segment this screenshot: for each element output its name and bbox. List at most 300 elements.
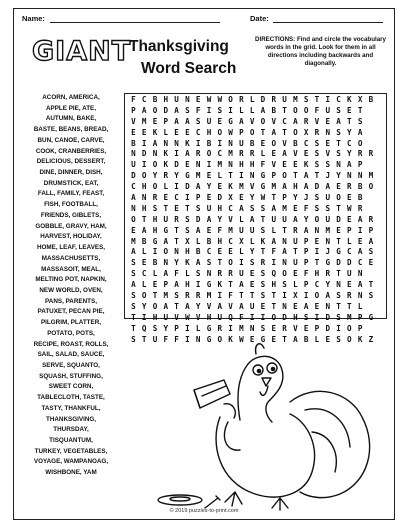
grid-letter[interactable]: H — [206, 127, 212, 137]
grid-letter[interactable]: S — [217, 105, 223, 115]
grid-letter[interactable]: N — [206, 269, 212, 279]
grid-letter[interactable]: R — [357, 149, 363, 159]
grid-letter[interactable]: X — [357, 95, 363, 104]
grid-letter[interactable]: A — [185, 149, 190, 159]
grid-letter[interactable]: N — [228, 138, 233, 148]
grid-letter[interactable]: T — [185, 203, 190, 213]
grid-letter[interactable]: U — [217, 312, 223, 322]
grid-letter[interactable]: O — [217, 334, 223, 344]
grid-letter[interactable]: H — [152, 312, 158, 322]
grid-letter[interactable]: E — [163, 193, 169, 203]
grid-letter[interactable]: D — [195, 214, 201, 224]
grid-letter[interactable]: H — [249, 160, 255, 170]
grid-letter[interactable]: U — [239, 138, 244, 148]
grid-letter[interactable]: N — [228, 160, 233, 170]
grid-letter[interactable]: E — [152, 116, 158, 126]
grid-letter[interactable]: Y — [206, 182, 212, 192]
grid-letter[interactable]: E — [141, 127, 147, 137]
grid-letter[interactable]: A — [141, 105, 147, 115]
grid-letter[interactable]: C — [174, 193, 179, 203]
grid-letter[interactable]: O — [357, 138, 363, 148]
grid-letter[interactable]: B — [249, 138, 255, 148]
grid-letter[interactable]: T — [293, 171, 298, 181]
grid-letter[interactable]: W — [185, 312, 190, 322]
grid-letter[interactable]: T — [336, 203, 341, 213]
grid-letter[interactable]: A — [163, 236, 169, 246]
grid-letter[interactable]: A — [131, 247, 136, 257]
grid-letter[interactable]: P — [347, 225, 352, 235]
grid-letter[interactable]: F — [174, 269, 179, 279]
grid-letter[interactable]: R — [282, 323, 287, 333]
grid-letter[interactable]: K — [303, 160, 309, 170]
grid-letter[interactable]: I — [195, 280, 201, 290]
grid-letter[interactable]: O — [152, 105, 158, 115]
grid-letter[interactable]: B — [195, 247, 201, 257]
grid-letter[interactable]: V — [228, 214, 233, 224]
grid-letter[interactable]: T — [260, 247, 266, 257]
grid-letter[interactable]: G — [325, 258, 331, 268]
grid-letter[interactable]: E — [336, 225, 341, 235]
grid-letter[interactable]: S — [325, 160, 331, 170]
grid-letter[interactable]: N — [357, 171, 363, 181]
grid-letter[interactable]: K — [260, 236, 266, 246]
grid-letter[interactable]: Y — [217, 214, 223, 224]
grid-letter[interactable]: M — [368, 171, 374, 181]
grid-letter[interactable]: B — [368, 95, 374, 104]
grid-letter[interactable]: T — [282, 105, 287, 115]
grid-letter[interactable]: E — [271, 149, 277, 159]
grid-letter[interactable]: U — [239, 225, 244, 235]
grid-letter[interactable]: T — [228, 171, 233, 181]
grid-letter[interactable]: T — [131, 312, 136, 322]
grid-letter[interactable]: U — [239, 269, 244, 279]
grid-letter[interactable]: K — [163, 149, 169, 159]
grid-letter[interactable]: E — [249, 280, 255, 290]
grid-letter[interactable]: N — [282, 301, 287, 311]
grid-letter[interactable]: O — [131, 214, 136, 224]
grid-letter[interactable]: T — [163, 203, 169, 213]
grid-letter[interactable]: V — [271, 116, 277, 126]
grid-letter[interactable]: T — [347, 116, 352, 126]
grid-letter[interactable]: D — [325, 323, 331, 333]
grid-letter[interactable]: Z — [368, 334, 374, 344]
grid-letter[interactable]: J — [303, 193, 309, 203]
grid-letter[interactable]: E — [249, 269, 255, 279]
grid-letter[interactable]: L — [293, 280, 298, 290]
grid-letter[interactable]: O — [228, 258, 233, 268]
grid-letter[interactable]: T — [271, 291, 277, 301]
grid-letter[interactable]: A — [239, 280, 244, 290]
grid-letter[interactable]: T — [314, 171, 320, 181]
grid-letter[interactable]: O — [206, 149, 212, 159]
grid-letter[interactable]: Q — [271, 269, 277, 279]
grid-letter[interactable]: T — [314, 258, 320, 268]
grid-letter[interactable]: P — [303, 258, 309, 268]
grid-letter[interactable]: L — [152, 269, 158, 279]
grid-letter[interactable]: R — [228, 269, 233, 279]
grid-letter[interactable]: A — [152, 138, 158, 148]
grid-letter[interactable]: K — [185, 138, 190, 148]
grid-letter[interactable]: E — [131, 225, 136, 235]
grid-letter[interactable]: S — [249, 203, 255, 213]
grid-letter[interactable]: C — [228, 203, 233, 213]
grid-letter[interactable]: V — [131, 116, 136, 126]
grid-letter[interactable]: A — [336, 116, 341, 126]
grid-letter[interactable]: A — [260, 105, 266, 115]
grid-letter[interactable]: S — [314, 193, 320, 203]
grid-letter[interactable]: N — [163, 138, 169, 148]
grid-letter[interactable]: I — [141, 312, 147, 322]
grid-letter[interactable]: A — [325, 182, 331, 192]
grid-letter[interactable]: A — [131, 280, 136, 290]
grid-letter[interactable]: P — [357, 312, 363, 322]
grid-letter[interactable]: W — [239, 334, 244, 344]
grid-letter[interactable]: R — [347, 182, 352, 192]
grid-letter[interactable]: S — [152, 203, 158, 213]
grid-letter[interactable]: A — [357, 127, 363, 137]
grid-letter[interactable]: A — [293, 214, 298, 224]
grid-letter[interactable]: G — [152, 236, 158, 246]
grid-letter[interactable]: U — [325, 193, 331, 203]
grid-letter[interactable]: H — [206, 312, 212, 322]
grid-letter[interactable]: R — [347, 291, 352, 301]
grid-letter[interactable]: Y — [325, 280, 331, 290]
grid-letter[interactable]: Y — [293, 193, 298, 203]
grid-letter[interactable]: E — [206, 193, 212, 203]
grid-letter[interactable]: S — [336, 149, 341, 159]
grid-letter[interactable]: H — [217, 236, 223, 246]
grid-letter[interactable]: E — [239, 193, 244, 203]
grid-letter[interactable]: B — [131, 138, 136, 148]
grid-letter[interactable]: E — [206, 225, 212, 235]
grid-letter[interactable]: M — [163, 291, 169, 301]
grid-letter[interactable]: T — [152, 291, 158, 301]
grid-letter[interactable]: H — [239, 160, 244, 170]
grid-letter[interactable]: T — [260, 127, 266, 137]
grid-letter[interactable]: I — [174, 149, 179, 159]
grid-letter[interactable]: H — [141, 182, 147, 192]
grid-letter[interactable]: W — [260, 193, 266, 203]
grid-letter[interactable]: V — [293, 149, 298, 159]
grid-letter[interactable]: O — [336, 193, 341, 203]
grid-letter[interactable]: R — [293, 225, 298, 235]
grid-letter[interactable]: C — [141, 95, 147, 104]
grid-letter[interactable]: E — [174, 127, 179, 137]
grid-letter[interactable]: L — [249, 105, 255, 115]
grid-letter[interactable]: C — [228, 236, 233, 246]
grid-letter[interactable]: H — [217, 203, 223, 213]
grid-letter[interactable]: I — [271, 258, 277, 268]
grid-letter[interactable]: J — [325, 171, 331, 181]
grid-letter[interactable]: B — [206, 236, 212, 246]
grid-letter[interactable]: S — [314, 160, 320, 170]
grid-letter[interactable]: R — [217, 323, 223, 333]
grid-letter[interactable]: U — [249, 301, 255, 311]
grid-letter[interactable]: U — [206, 203, 212, 213]
grid-letter[interactable]: H — [271, 280, 277, 290]
grid-letter[interactable]: G — [260, 171, 266, 181]
grid-letter[interactable]: Y — [249, 193, 255, 203]
grid-letter[interactable]: F — [163, 334, 169, 344]
grid-letter[interactable]: D — [141, 149, 147, 159]
grid-letter[interactable]: M — [282, 203, 287, 213]
grid-letter[interactable]: N — [347, 171, 352, 181]
grid-letter[interactable]: S — [185, 214, 190, 224]
grid-letter[interactable]: S — [249, 258, 255, 268]
grid-letter[interactable]: M — [141, 116, 147, 126]
grid-letter[interactable]: A — [249, 214, 255, 224]
grid-letter[interactable]: X — [293, 291, 298, 301]
grid-letter[interactable]: L — [357, 301, 363, 311]
grid-letter[interactable]: L — [195, 323, 201, 333]
grid-letter[interactable]: E — [336, 182, 341, 192]
grid-letter[interactable]: T — [271, 301, 277, 311]
grid-letter[interactable]: K — [185, 258, 190, 268]
grid-letter[interactable]: O — [368, 182, 374, 192]
grid-letter[interactable]: Q — [141, 323, 147, 333]
grid-letter[interactable]: O — [141, 291, 147, 301]
grid-letter[interactable]: S — [185, 225, 190, 235]
grid-letter[interactable]: A — [174, 105, 179, 115]
grid-letter[interactable]: C — [195, 127, 201, 137]
grid-letter[interactable]: A — [141, 225, 147, 235]
grid-letter[interactable]: O — [141, 171, 147, 181]
grid-letter[interactable]: Q — [228, 312, 233, 322]
grid-letter[interactable]: A — [368, 236, 374, 246]
grid-letter[interactable]: S — [336, 291, 341, 301]
grid-letter[interactable]: P — [163, 116, 169, 126]
grid-letter[interactable]: L — [249, 236, 255, 246]
grid-letter[interactable]: O — [282, 171, 287, 181]
grid-letter[interactable]: Y — [152, 171, 158, 181]
grid-letter[interactable]: N — [325, 301, 331, 311]
grid-letter[interactable]: T — [141, 334, 147, 344]
grid-letter[interactable]: Y — [303, 214, 309, 224]
grid-letter[interactable]: R — [260, 258, 266, 268]
grid-letter[interactable]: N — [152, 149, 158, 159]
grid-letter[interactable]: N — [163, 258, 169, 268]
grid-letter[interactable]: A — [357, 280, 363, 290]
grid-letter[interactable]: N — [174, 138, 179, 148]
grid-letter[interactable]: E — [271, 323, 277, 333]
grid-letter[interactable]: L — [185, 269, 190, 279]
grid-letter[interactable]: F — [260, 160, 266, 170]
grid-letter[interactable]: O — [293, 127, 298, 137]
grid-letter[interactable]: A — [303, 225, 309, 235]
grid-letter[interactable]: H — [163, 95, 169, 104]
grid-letter[interactable]: N — [195, 334, 201, 344]
grid-letter[interactable]: P — [357, 160, 363, 170]
grid-letter[interactable]: K — [347, 95, 352, 104]
grid-letter[interactable]: S — [314, 149, 320, 159]
grid-letter[interactable]: A — [293, 334, 298, 344]
grid-letter[interactable]: U — [206, 116, 212, 126]
grid-letter[interactable]: E — [217, 247, 223, 257]
grid-letter[interactable]: D — [174, 160, 179, 170]
grid-letter[interactable]: V — [228, 301, 233, 311]
grid-letter[interactable]: E — [282, 160, 287, 170]
grid-letter[interactable]: T — [141, 214, 147, 224]
grid-letter[interactable]: I — [303, 291, 309, 301]
grid-letter[interactable]: E — [141, 258, 147, 268]
grid-letter[interactable]: T — [336, 269, 341, 279]
grid-letter[interactable]: U — [152, 334, 158, 344]
grid-letter[interactable]: M — [271, 182, 277, 192]
grid-letter[interactable]: T — [314, 95, 320, 104]
grid-letter[interactable]: E — [217, 182, 223, 192]
grid-letter[interactable]: P — [271, 171, 277, 181]
grid-letter[interactable]: O — [293, 105, 298, 115]
grid-letter[interactable]: K — [228, 182, 233, 192]
grid-letter[interactable]: O — [347, 334, 352, 344]
grid-letter[interactable]: T — [347, 301, 352, 311]
grid-letter[interactable]: S — [260, 323, 266, 333]
grid-letter[interactable]: P — [195, 193, 201, 203]
grid-letter[interactable]: R — [195, 149, 201, 159]
grid-letter[interactable]: U — [347, 269, 352, 279]
grid-letter[interactable]: N — [141, 193, 147, 203]
grid-letter[interactable]: S — [185, 105, 190, 115]
grid-letter[interactable]: D — [314, 182, 320, 192]
grid-letter[interactable]: O — [152, 160, 158, 170]
grid-letter[interactable]: F — [174, 334, 179, 344]
grid-letter[interactable]: G — [163, 225, 169, 235]
grid-letter[interactable]: O — [152, 301, 158, 311]
grid-letter[interactable]: I — [228, 323, 233, 333]
grid-letter[interactable]: E — [368, 258, 374, 268]
grid-letter[interactable]: T — [368, 280, 374, 290]
grid-letter[interactable]: C — [347, 138, 352, 148]
grid-letter[interactable]: A — [357, 247, 363, 257]
grid-letter[interactable]: N — [195, 160, 201, 170]
grid-letter[interactable]: D — [282, 312, 287, 322]
grid-letter[interactable]: I — [217, 291, 223, 301]
grid-letter[interactable]: T — [174, 225, 179, 235]
grid-letter[interactable]: I — [185, 193, 190, 203]
grid-letter[interactable]: V — [325, 149, 331, 159]
grid-letter[interactable]: A — [303, 182, 309, 192]
grid-letter[interactable]: A — [206, 214, 212, 224]
grid-letter[interactable]: I — [141, 160, 147, 170]
grid-letter[interactable]: R — [163, 171, 169, 181]
grid-letter[interactable]: A — [217, 301, 223, 311]
grid-letter[interactable]: W — [217, 95, 223, 104]
grid-letter[interactable]: I — [152, 247, 158, 257]
grid-letter[interactable]: B — [357, 193, 363, 203]
grid-letter[interactable]: O — [347, 323, 352, 333]
grid-letter[interactable]: M — [239, 323, 244, 333]
grid-letter[interactable]: N — [336, 280, 341, 290]
grid-letter[interactable]: A — [131, 193, 136, 203]
grid-letter[interactable]: H — [293, 312, 298, 322]
grid-letter[interactable]: U — [249, 225, 255, 235]
grid-letter[interactable]: T — [336, 138, 341, 148]
grid-letter[interactable]: N — [131, 203, 136, 213]
grid-letter[interactable]: F — [271, 247, 277, 257]
grid-letter[interactable]: Y — [163, 323, 169, 333]
grid-letter[interactable]: O — [271, 138, 277, 148]
grid-letter[interactable]: I — [228, 105, 233, 115]
grid-letter[interactable]: R — [368, 214, 374, 224]
grid-letter[interactable]: G — [185, 171, 190, 181]
grid-letter[interactable]: D — [347, 258, 352, 268]
grid-letter[interactable]: F — [195, 105, 201, 115]
grid-letter[interactable]: R — [217, 269, 223, 279]
grid-letter[interactable]: S — [368, 247, 374, 257]
grid-letter[interactable]: L — [141, 280, 147, 290]
grid-letter[interactable]: E — [260, 301, 266, 311]
grid-letter[interactable]: L — [239, 105, 244, 115]
grid-letter[interactable]: H — [293, 182, 298, 192]
grid-letter[interactable]: E — [347, 105, 352, 115]
grid-letter[interactable]: S — [174, 291, 179, 301]
grid-letter[interactable]: N — [325, 127, 331, 137]
grid-letter[interactable]: V — [282, 138, 287, 148]
grid-letter[interactable]: E — [174, 203, 179, 213]
grid-letter[interactable]: I — [239, 171, 244, 181]
grid-letter[interactable]: E — [293, 160, 298, 170]
grid-letter[interactable]: R — [357, 203, 363, 213]
grid-letter[interactable]: E — [271, 334, 277, 344]
grid-letter[interactable]: R — [152, 193, 158, 203]
grid-letter[interactable]: M — [206, 291, 212, 301]
grid-letter[interactable]: N — [314, 225, 320, 235]
grid-letter[interactable]: E — [260, 138, 266, 148]
grid-letter[interactable]: P — [303, 247, 309, 257]
grid-letter[interactable]: K — [163, 160, 169, 170]
grid-letter[interactable]: S — [131, 291, 136, 301]
grid-letter[interactable]: O — [228, 95, 233, 104]
grid-letter[interactable]: S — [357, 116, 363, 126]
grid-letter[interactable]: M — [293, 95, 298, 104]
grid-letter[interactable]: A — [239, 203, 244, 213]
grid-letter[interactable]: N — [336, 160, 341, 170]
grid-letter[interactable]: E — [325, 334, 331, 344]
grid-letter[interactable]: A — [303, 301, 309, 311]
grid-letter[interactable]: E — [206, 171, 212, 181]
grid-letter[interactable]: D — [163, 105, 169, 115]
grid-letter[interactable]: T — [239, 291, 244, 301]
grid-letter[interactable]: A — [174, 280, 179, 290]
grid-letter[interactable]: T — [336, 236, 341, 246]
grid-letter[interactable]: D — [185, 182, 190, 192]
grid-letter[interactable]: W — [228, 127, 233, 137]
grid-letter[interactable]: L — [249, 95, 255, 104]
grid-letter[interactable]: R — [239, 95, 244, 104]
grid-letter[interactable]: E — [314, 301, 320, 311]
grid-letter[interactable]: O — [314, 214, 320, 224]
grid-letter[interactable]: C — [141, 269, 147, 279]
grid-letter[interactable]: S — [131, 334, 136, 344]
grid-letter[interactable]: F — [131, 95, 136, 104]
grid-letter[interactable]: S — [325, 203, 331, 213]
grid-letter[interactable]: K — [357, 334, 363, 344]
grid-letter[interactable]: S — [368, 291, 374, 301]
grid-letter[interactable]: T — [174, 301, 179, 311]
grid-letter[interactable]: P — [303, 280, 309, 290]
grid-letter[interactable]: Y — [174, 258, 179, 268]
grid-letter[interactable]: L — [163, 182, 169, 192]
grid-letter[interactable]: V — [249, 116, 255, 126]
grid-letter[interactable]: L — [260, 149, 266, 159]
grid-letter[interactable]: K — [228, 334, 233, 344]
grid-letter[interactable]: C — [347, 247, 352, 257]
grid-letter[interactable]: K — [217, 280, 223, 290]
grid-letter[interactable]: E — [195, 95, 201, 104]
grid-letter[interactable]: U — [293, 236, 298, 246]
grid-letter[interactable]: U — [163, 214, 169, 224]
grid-letter[interactable]: L — [347, 236, 352, 246]
